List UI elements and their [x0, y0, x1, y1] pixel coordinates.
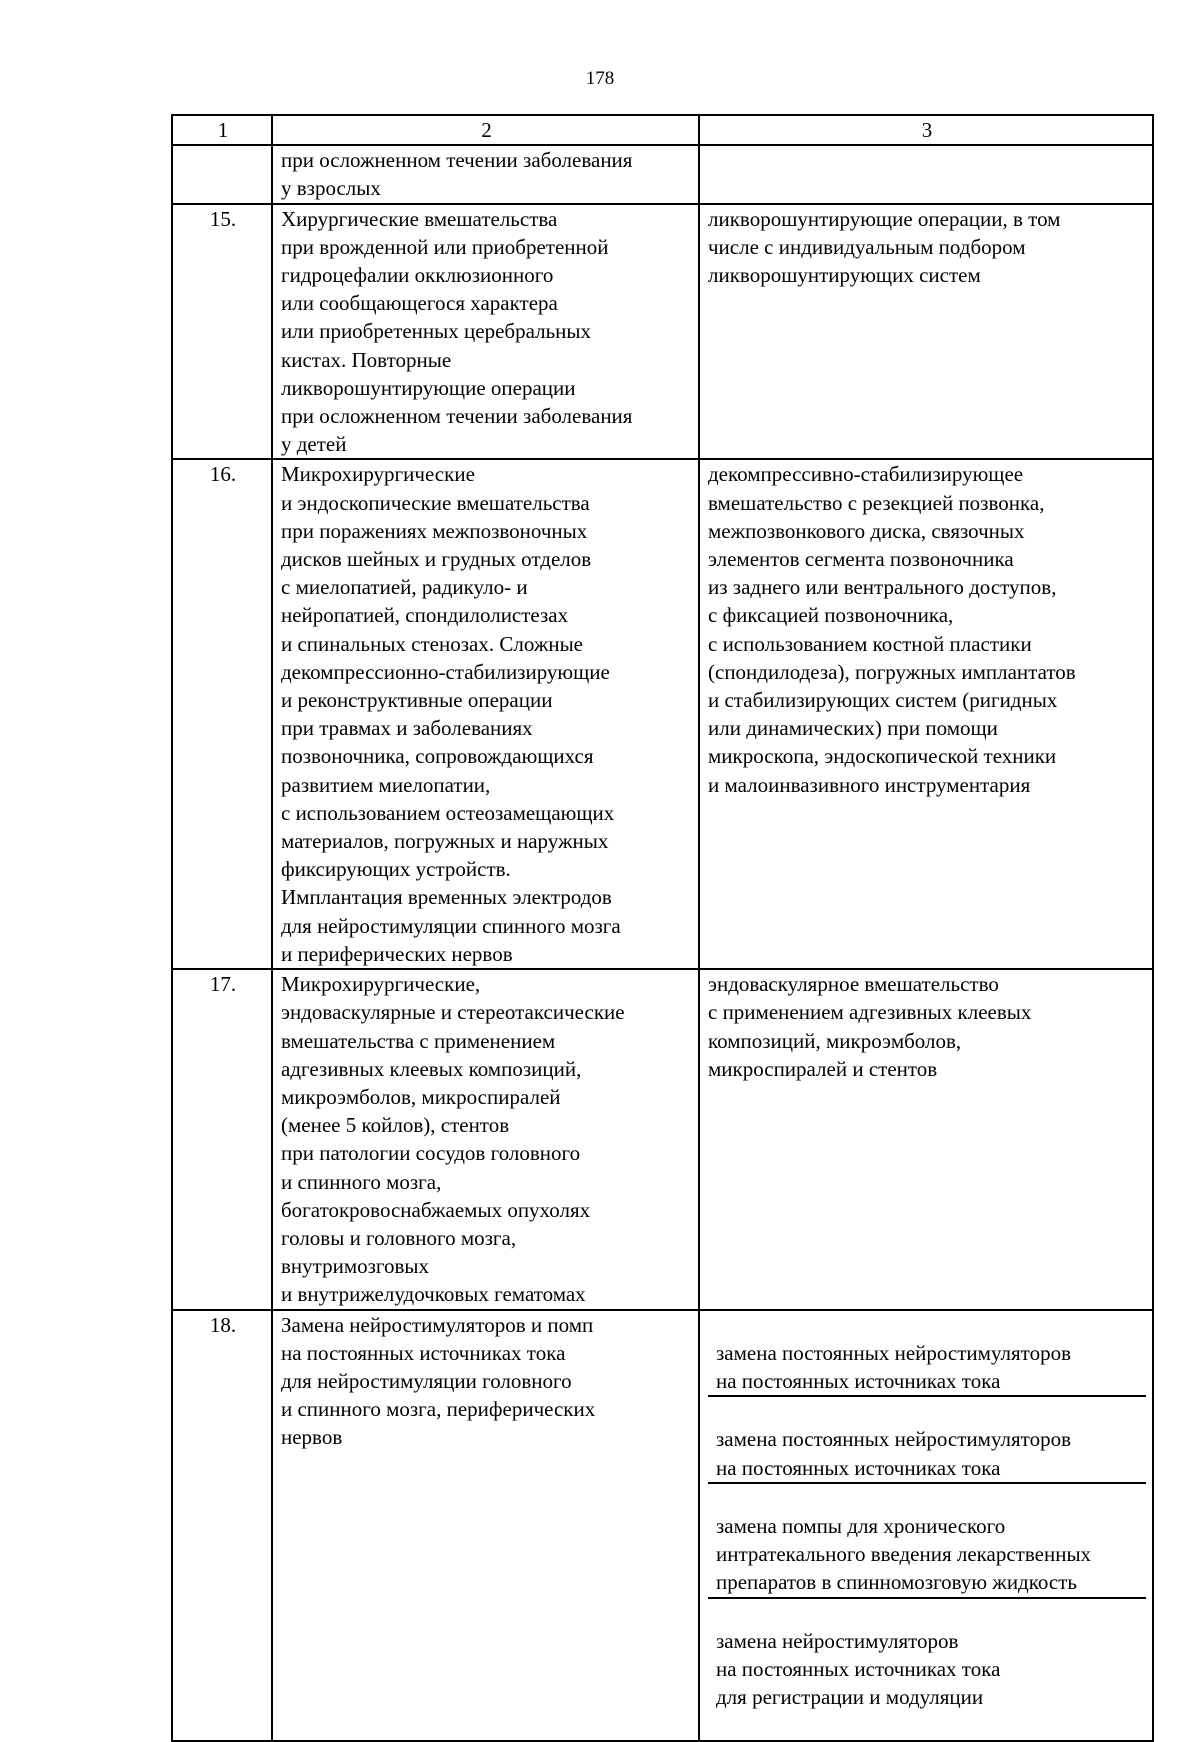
- row-method: ликворошунтирующие операции, в том числе с индивидуальным подбором ликворошунтирующих систем: [699, 204, 1153, 460]
- row-method: замена постоянных нейростимуляторов на постоянных источниках тока: [708, 1425, 1146, 1483]
- row-method: [699, 145, 1153, 203]
- row-method: декомпрессивно-стабилизирующее вмешательство с резекцией позвонка, межпозвонкового диска, связочных элементов сегмента позвоночника из заднего или вентрального доступов, с фиксацией позвоночника, с использованием костной пластики (спондилодеза), погружных имплантатов и стабилизирующих систем (ригидных или динамических) при помощи микроскопа, эндоскопической техники и малоинвазивного инструментария: [699, 459, 1153, 969]
- table-row: [172, 204, 1153, 460]
- row-description: Хирургические вмешательства при врожденной или приобретенной гидроцефалии окклюзионного или сообщающегося характера или приобретенных церебральных кистах. Повторные ликворошунтирующие операции при осложненном течении заболевания у детей: [272, 204, 699, 460]
- table-row: [172, 1310, 1153, 1741]
- row-description: Замена нейростимуляторов и помп на постоянных источниках тока для нейростимуляции головного и спинного мозга, периферических нервов: [272, 1310, 699, 1741]
- row-method: замена помпы для хронического интратекального введения лекарственных препаратов в спинномозговую жидкость: [708, 1512, 1146, 1599]
- row-method: эндоваскулярное вмешательство с применением адгезивных клеевых композиций, микроэмболов, микроспиралей и стентов: [699, 969, 1153, 1309]
- row-number: 18.: [172, 1310, 272, 1741]
- row-description: при осложненном течении заболевания у взрослых: [272, 145, 699, 203]
- header-col-3: 3: [699, 115, 1153, 145]
- row-description: Микрохирургические и эндоскопические вмешательства при поражениях межпозвоночных дисков шейных и грудных отделов с миелопатией, радикуло- и нейропатией, спондилолистезах и спинальных стенозах. Сложные декомпрессионно-стабилизирующие и реконструктивные операции при травмах и заболеваниях позвоночника, сопровождающихся развитием миелопатии, с использованием остеозамещающих материалов, погружных и наружных фиксирующих устройств. Имплантация временных электродов для нейростимуляции спинного мозга и периферических нервов: [272, 459, 699, 969]
- row-method: замена постоянных нейростимуляторов на постоянных источниках тока: [708, 1339, 1146, 1397]
- row-number: 15.: [172, 204, 272, 460]
- row-method: замена нейростимуляторов на постоянных источниках тока для регистрации и модуляции: [716, 1628, 1001, 1710]
- row-methods-group: [699, 1310, 1153, 1741]
- table-row: [172, 459, 1153, 969]
- row-number: 17.: [172, 969, 272, 1309]
- treatment-table: [171, 114, 1154, 1742]
- table-header-row: [172, 115, 1153, 145]
- table-row: [172, 145, 1153, 203]
- row-description: Микрохирургические, эндоваскулярные и стереотаксические вмешательства с применением адгезивных клеевых композиций, микроэмболов, микроспиралей (менее 5 койлов), стентов при патологии сосудов головного и спинного мозга, богатокровоснабжаемых опухолях головы и головного мозга, внутримозговых и внутрижелудочковых гематомах: [272, 969, 699, 1309]
- page-number: 178: [585, 68, 615, 89]
- row-number: 16.: [172, 459, 272, 969]
- header-col-2: 2: [272, 115, 699, 145]
- table-row: [172, 969, 1153, 1309]
- header-col-1: 1: [172, 115, 272, 145]
- row-number: [172, 145, 272, 203]
